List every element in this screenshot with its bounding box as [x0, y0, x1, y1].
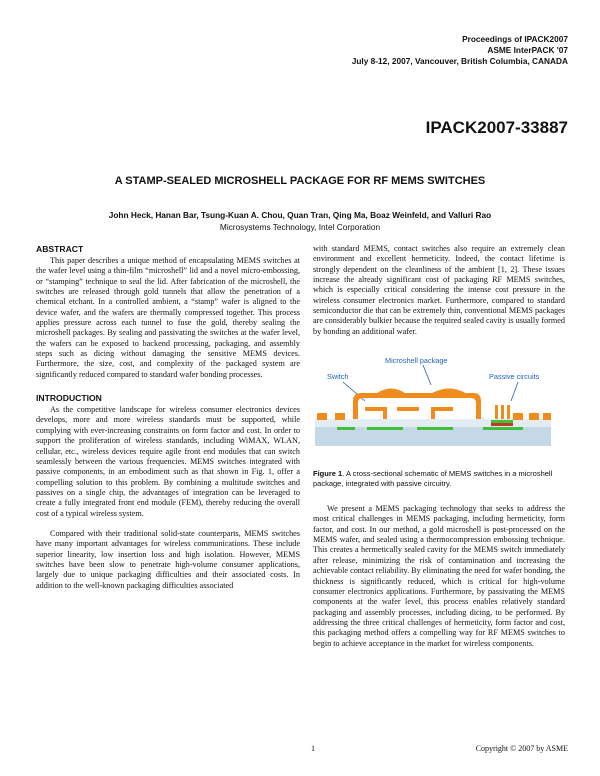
passive-element: [495, 405, 498, 419]
label-switch: Switch: [327, 372, 349, 382]
figure-1-caption: [313, 469, 565, 488]
right-paragraph-1: with standard MEMS, contact switches also require an extremely clean environment and excellent hermeticity. Indeed, the contact lifetime is strongly dependent on the cleanliness of the ambient [1, 2]. These issues increase the already significant cost of packaging RF MEMS switches, which is especially critical considering the intense cost pressure in the wireless consumer electronics market. Furthermore, compared to standard semiconductor die that can be extremely thin, conventional MEMS packages are considerably bulkier because the required sealed cavity is usually formed by bonding an additional wafer.: [313, 244, 565, 336]
affiliation: Microsystems Technology, Intel Corporation: [219, 222, 381, 232]
gold-pad: [543, 413, 551, 420]
right-paragraph-2: We present a MEMS packaging technology that seeks to address the most critical challenges in MEMS packaging, including hermeticity, form factor, and cost. In our method, a gold microshell is post-processed on the MEMS wafer, and sealed using a thermocompression embossing technique. This creates a hermetically sealed cavity for the MEMS switch immediately after release, minimizing the risk of contamination and increasing the achievable contact reliability. By eliminating the need for wafer bonding, the thickness is significantly reduced, which is critical for high-volume consumer electronics applications. Furthermore, by passivating the MEMS components at the wafer level, this process enables relatively standard packaging and assembly processes, including dicing, to be performed. By addressing the three critical challenges of hermeticity, form factor and cost, this packaging method offers a compelling way for RF MEMS switches to begin to achieve acceptance in the market for wireless components.: [313, 504, 565, 648]
capacitor-dielectric: [491, 423, 513, 426]
introduction-paragraph-2: Compared with their traditional solid-state counterparts, MEMS switches have many important advantages for wireless communications. These include superior linearity, low insertion loss and high isolation. However, MEMS switches have been slow to penetrate high-volume consumer applications, largely due to unique packaging difficulties and their associated costs. In addition to the well-known packaging difficulties associated: [36, 528, 300, 590]
introduction-heading: INTRODUCTION: [36, 393, 102, 404]
switch-beam: [365, 407, 387, 411]
abstract-text: This paper describes a unique method of encapsulating MEMS switches at the wafer level using a thin-film “microshell” lid and a novel micro-embossing, or “stamping” technique to seal the lid. After fabrication of the microshell, the switches are released through gold tunnels that allow the penetration of a chemical etchant. In a controlled ambient, a “stamp” wafer is aligned to the device wafer, and the wafers are thermally compressed together. This process applies pressure across each tunnel to fuse the gold, thereby sealing the microshell packages. By sealing and passivating the switches at the wafer level, the wafers can be exposed to backend processing, packaging, and assembly steps such as dicing without damaging the sensitive MEMS devices. Furthermore, the size, cost, and complexity of the packaged system are significantly reduced compared to standard wafer bonding processes.: [36, 256, 300, 379]
microshell-pointer: [423, 365, 431, 385]
caption-label: Figure 1: [313, 469, 343, 479]
passive-pointer: [511, 382, 518, 401]
microshell-dome: [425, 389, 473, 399]
capacitor-plate: [491, 420, 513, 423]
copyright-notice: Copyright © 2007 by ASME: [475, 744, 568, 753]
passive-element: [507, 405, 510, 419]
buried-interconnect: [417, 427, 453, 430]
switch-anchor: [383, 411, 387, 419]
gold-pad: [513, 413, 523, 420]
switch-beam: [397, 407, 419, 411]
abstract-heading: ABSTRACT: [36, 244, 84, 254]
author-list: John Heck, Hanan Bar, Tsung-Kuan A. Chou, Quan Tran, Qing Ma, Boaz Weinfeld, and Valluri Rao: [108, 210, 492, 220]
gold-pad: [529, 413, 539, 420]
label-passive-circuits: Passive circuits: [489, 372, 540, 382]
buried-interconnect: [483, 427, 523, 430]
passive-element: [501, 405, 504, 419]
mems-cross-section-diagram: [313, 343, 565, 465]
proceedings-title: Proceedings of IPACK2007: [462, 34, 568, 44]
caption-text: . A cross-sectional schematic of MEMS switches in a microshell package, integrated with passive circuitry.: [313, 469, 553, 488]
right-column: [313, 244, 565, 649]
paper-title: A STAMP-SEALED MICROSHELL PACKAGE FOR RF MEMS SWITCHES: [114, 175, 486, 187]
switch-beam: [431, 407, 453, 411]
conference-date-location: July 8-12, 2007, Vancouver, British Columbia, CANADA: [351, 56, 568, 66]
passivation-layer: [315, 419, 551, 427]
buried-interconnect: [367, 427, 403, 430]
switch-anchor: [431, 411, 435, 419]
left-column: [36, 244, 300, 591]
introduction-paragraph-1: As the competitive landscape for wireless consumer electronics devices develops, more and more wireless standards must be supported, while complying with ever-increasing constraints on form factor and cost. In order to support the proliferation of wireless standards, including WiMAX, WLAN, cellular, etc., wireless devices require agile front end modules that can switch seamlessly between the various frequencies. MEMS switches integrated with passive components, in an embodiment such as that shown in Fig. 1, offer a compelling solution to this problem. By combining a multitude switches and passives on a single chip, the advantages of integration can be leveraged to create a fully integrated front end module (FEM), thereby reducing the overall cost of a typical wireless system.: [36, 405, 300, 518]
figure-1: [313, 343, 565, 465]
paper-id: IPACK2007-33887: [425, 118, 568, 137]
label-microshell: Microshell package: [385, 356, 448, 366]
buried-interconnect: [337, 427, 355, 430]
conference-name: ASME InterPACK '07: [487, 45, 568, 55]
gold-pad: [317, 413, 327, 420]
microshell-dome: [371, 389, 411, 399]
gold-pad: [335, 413, 345, 420]
page-number: 1: [311, 744, 315, 753]
